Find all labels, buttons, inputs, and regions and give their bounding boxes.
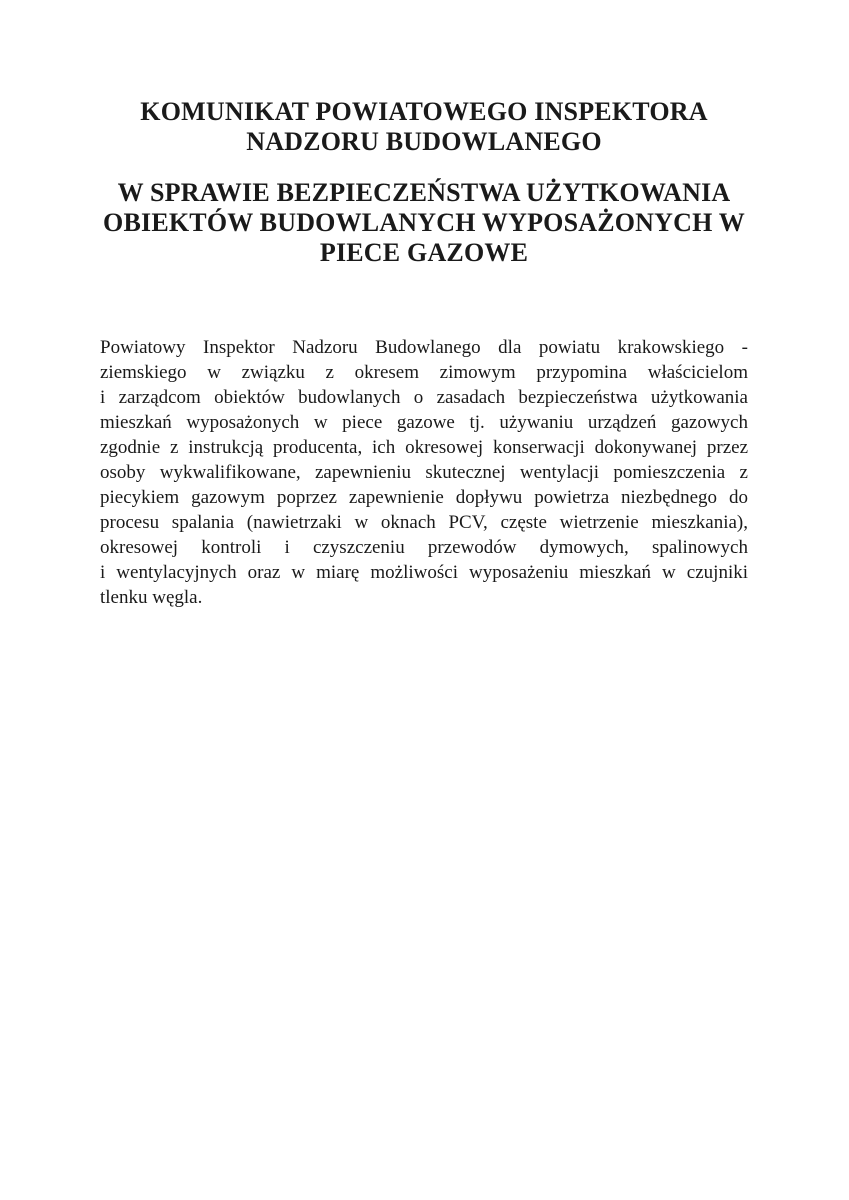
main-title (100, 97, 748, 157)
paragraph-line: procesu spalania (nawietrzaki w oknach PCV, częste wietrzenie mieszkania), (100, 512, 748, 533)
paragraph-line: Powiatowy Inspektor Nadzoru Budowlanego dla powiatu krakowskiego - (100, 337, 748, 358)
paragraph-line: tlenku węgla. (100, 587, 203, 608)
paragraph-line: ziemskiego w związku z okresem zimowym przypomina właścicielom (100, 362, 748, 383)
paragraph-line: okresowej kontroli i czyszczeniu przewodów dymowych, spalinowych (100, 537, 748, 558)
paragraph-line: mieszkań wyposażonych w piece gazowe tj. używaniu urządzeń gazowych (100, 412, 748, 433)
paragraph-line: i zarządcom obiektów budowlanych o zasadach bezpieczeństwa użytkowania (100, 387, 748, 408)
paragraph-line: piecykiem gazowym poprzez zapewnienie dopływu powietrza niezbędnego do (100, 487, 748, 508)
subtitle-line: W SPRAWIE BEZPIECZEŃSTWA UŻYTKOWANIA (117, 178, 731, 207)
main-title-line: NADZORU BUDOWLANEGO (246, 127, 602, 156)
paragraph-line: i wentylacyjnych oraz w miarę możliwości wyposażeniu mieszkań w czujniki (100, 562, 748, 583)
subtitle (100, 178, 748, 268)
subtitle-line: PIECE GAZOWE (319, 238, 529, 267)
subtitle-line: OBIEKTÓW BUDOWLANYCH WYPOSAŻONYCH W (103, 208, 745, 237)
paragraph-line: osoby wykwalifikowane, zapewnieniu skutecznej wentylacji pomieszczenia z (100, 462, 748, 483)
main-title-line: KOMUNIKAT POWIATOWEGO INSPEKTORA (140, 97, 708, 126)
paragraph-line: zgodnie z instrukcją producenta, ich okresowej konserwacji dokonywanej przez (100, 437, 748, 458)
body-paragraph (100, 335, 748, 610)
